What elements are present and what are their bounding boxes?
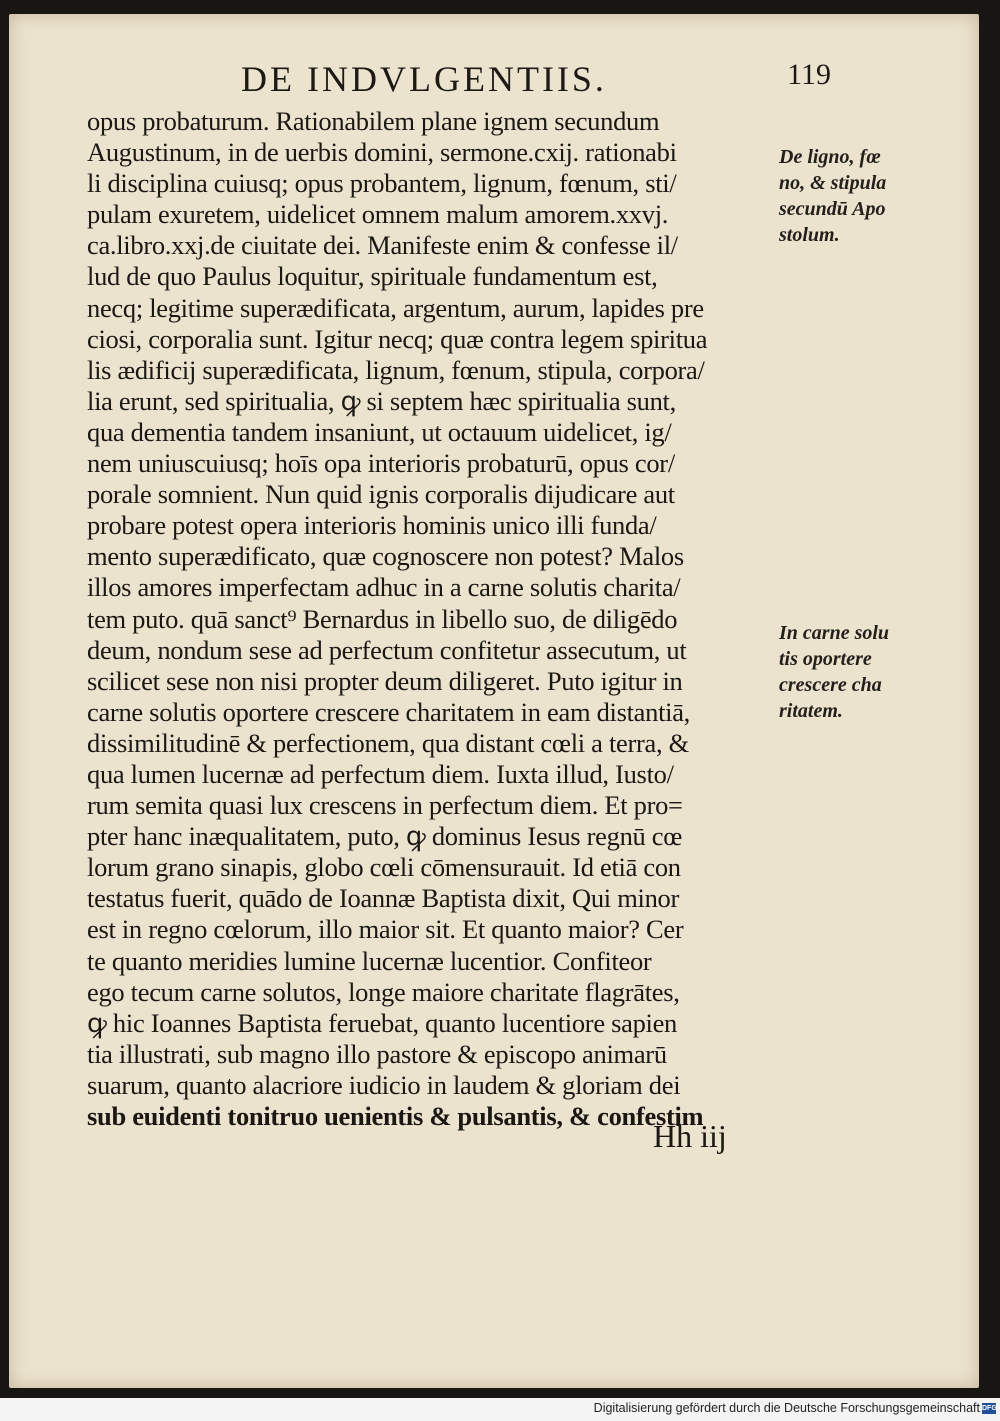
text-line: scilicet sese non nisi propter deum diligeret. Puto igitur in <box>87 665 683 696</box>
marginal-note-line: crescere cha <box>779 674 882 696</box>
funding-credit: Digitalisierung gefördert durch die Deutsche Forschungsgemeinschaft <box>593 1401 980 1415</box>
text-line: porale somnient. Nun quid ignis corporalis dijudicare aut <box>87 479 675 510</box>
text-line: pter hanc inæqualitatem, puto, ꝙ dominus Iesus regnū cœ <box>87 821 683 852</box>
text-line: lia erunt, sed spiritualia, ꝙ si septem hæc spiritualia sunt, <box>87 385 676 416</box>
folio-number: 119 <box>787 58 831 91</box>
marginal-note-line: secundū Apo <box>779 198 886 220</box>
text-line: lorum grano sinapis, globo cœli cōmensurauit. Id etiā con <box>87 852 681 883</box>
marginal-note-line: stolum. <box>779 224 840 246</box>
text-line: qua dementia tandem insaniunt, ut octauum uidelicet, ig/ <box>87 416 672 447</box>
text-line: ciosi, corporalia sunt. Igitur necq; quæ contra legem spiritua <box>87 323 708 354</box>
text-line: est in regno cœlorum, illo maior sit. Et quanto maior? Cer <box>87 914 684 945</box>
text-line: necq; legitime superædificata, argentum, aurum, lapides pre <box>87 292 704 323</box>
text-line: qua lumen lucernæ ad perfectum diem. Iuxta illud, Iusto/ <box>87 758 674 789</box>
marginal-note-line: In carne solu <box>779 622 890 644</box>
text-line: opus probaturum. Rationabilem plane ignem secundum <box>87 106 660 136</box>
page-header <box>241 58 831 102</box>
marginal-note-line: tis oportere <box>779 648 872 670</box>
text-line: sub euidenti tonitruo uenientis & pulsantis, & confestim <box>87 1101 704 1131</box>
text-line: tia illustrati, sub magno illo pastore & episcopo animarū <box>87 1038 667 1069</box>
text-line: illos amores imperfectam adhuc in a carne solutis charita/ <box>87 572 681 603</box>
text-line: suarum, quanto alacriore iudicio in laudem & gloriam dei <box>87 1069 681 1100</box>
marginal-note-line: ritatem. <box>779 700 843 722</box>
signature-mark: Hh iij <box>653 1118 727 1154</box>
text-line: lis ædificij superædificata, lignum, fœnum, stipula, corpora/ <box>87 354 705 385</box>
text-line: li disciplina cuiusq; opus probantem, lignum, fœnum, sti/ <box>87 168 677 199</box>
running-head: DE INDVLGENTIIS. <box>241 59 607 99</box>
text-line: tem puto. quā sanct⁹ Bernardus in libello suo, de diligēdo <box>87 603 678 634</box>
marginal-note-line: De ligno, fœ <box>779 146 881 168</box>
book-page <box>9 14 979 1388</box>
main-text-block <box>87 106 787 1132</box>
text-line: dissimilitudinē & perfectionem, qua distant cœli a terra, & <box>87 727 689 758</box>
text-line: carne solutis oportere crescere charitatem in eam distantiā, <box>87 696 690 727</box>
marginal-note-line: no, & stipula <box>779 172 887 194</box>
text-line: pulam exuretem, uidelicet omnem malum amorem.xxvj. <box>87 199 669 230</box>
text-line: ca.libro.xxj.de ciuitate dei. Manifeste enim & confesse il/ <box>87 230 678 261</box>
text-line: mento superædificato, quæ cognoscere non potest? Malos <box>87 541 684 572</box>
text-line: Augustinum, in de uerbis domini, sermone.cxij. rationabi <box>87 137 677 168</box>
text-line: nem uniuscuiusq; hoīs opa interioris probaturū, opus cor/ <box>87 448 675 479</box>
marginal-note-de-ligno <box>779 144 914 248</box>
text-line: ego tecum carne solutos, longe maiore charitate flagrātes, <box>87 976 680 1007</box>
marginal-note-in-carne <box>779 620 914 724</box>
text-line: deum, nondum sese ad perfectum confitetur assecutum, ut <box>87 634 687 665</box>
text-line: ꝙ hic Ioannes Baptista feruebat, quanto lucentiore sapien <box>87 1007 678 1038</box>
text-line: probare potest opera interioris hominis unico illi funda/ <box>87 510 657 541</box>
text-line: lud de quo Paulus loquitur, spirituale fundamentum est, <box>87 261 658 292</box>
text-line: te quanto meridies lumine lucernæ lucentior. Confiteor <box>87 945 652 976</box>
text-line: rum semita quasi lux crescens in perfectum diem. Et pro= <box>87 790 683 821</box>
text-line: testatus fuerit, quādo de Ioannæ Baptista dixit, Qui minor <box>87 883 679 914</box>
footer-bar <box>0 1398 1000 1421</box>
dfg-logo-icon: DFG <box>982 1405 997 1412</box>
